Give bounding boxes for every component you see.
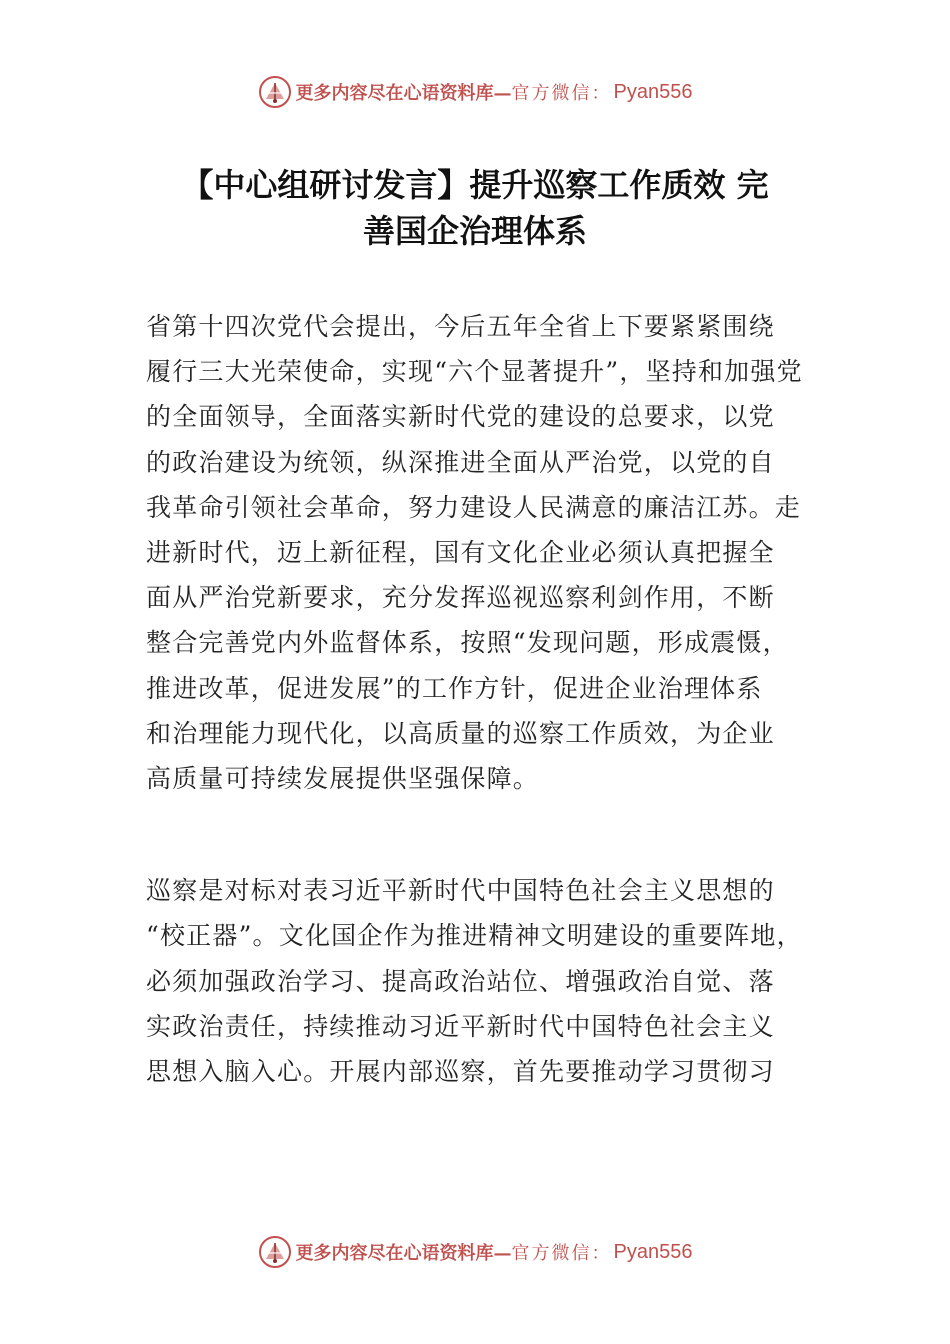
footer-wechat-id: Pyan556: [613, 1240, 693, 1263]
header-banner-text: 更多内容尽在心语资料库—: [295, 83, 512, 104]
header-wechat-id: Pyan556: [613, 80, 693, 103]
paragraph-line: 高质量可持续发展提供坚强保障。: [146, 764, 540, 794]
paragraph-line: 实政治责任，持续推动习近平新时代中国特色社会主义: [146, 1011, 775, 1041]
footer-watermark-banner: [0, 1232, 950, 1272]
paragraph-line: 必须加强政治学习、提高政治站位、增强政治自觉、落: [146, 966, 775, 996]
paragraph-line: 面从严治党新要求，充分发挥巡视巡察利剑作用，不断: [146, 583, 775, 613]
paragraph-spacer: [146, 801, 826, 868]
title-line-1: 【中心组研讨发言】提升巡察工作质效 完: [181, 166, 769, 204]
paragraph-line: 思想入脑入心。开展内部巡察，首先要推动学习贯彻习: [146, 1057, 775, 1087]
paragraph-line: 整合完善党内外监督体系，按照“发现问题，形成震慑，: [146, 628, 789, 658]
document-body: [146, 304, 826, 1094]
paragraph-line: 巡察是对标对表习近平新时代中国特色社会主义思想的: [146, 876, 775, 906]
paragraph-line: 推进改革，促进发展”的工作方针，促进企业治理体系: [146, 673, 763, 703]
document-title: [100, 162, 850, 254]
footer-banner-text: 更多内容尽在心语资料库—: [295, 1243, 512, 1264]
paragraph-line: 我革命引领社会革命，努力建设人民满意的廉洁江苏。走: [146, 492, 802, 522]
paragraph-line: 的全面领导，全面落实新时代党的建设的总要求，以党: [146, 402, 775, 432]
header-wechat-label: 官方微信：: [511, 83, 612, 104]
fan-logo-icon: [258, 1235, 292, 1269]
paragraph-1: [146, 304, 826, 801]
paragraph-line: “校正器”。文化国企作为推进精神文明建设的重要阵地，: [146, 921, 803, 951]
paragraph-line: 和治理能力现代化，以高质量的巡察工作质效，为企业: [146, 718, 775, 748]
footer-wechat-label: 官方微信：: [511, 1243, 612, 1264]
paragraph-line: 省第十四次党代会提出，今后五年全省上下要紧紧围绕: [146, 312, 775, 341]
paragraph-line: 履行三大光荣使命，实现“六个显著提升”，坚持和加强党: [146, 357, 803, 387]
title-line-2: 善国企治理体系: [362, 212, 587, 250]
paragraph-2: [146, 868, 826, 1094]
fan-logo-icon: [258, 75, 292, 109]
paragraph-line: 进新时代，迈上新征程，国有文化企业必须认真把握全: [146, 538, 775, 568]
paragraph-line: 的政治建设为统领，纵深推进全面从严治党，以党的自: [146, 447, 775, 477]
header-watermark-banner: [0, 72, 950, 112]
